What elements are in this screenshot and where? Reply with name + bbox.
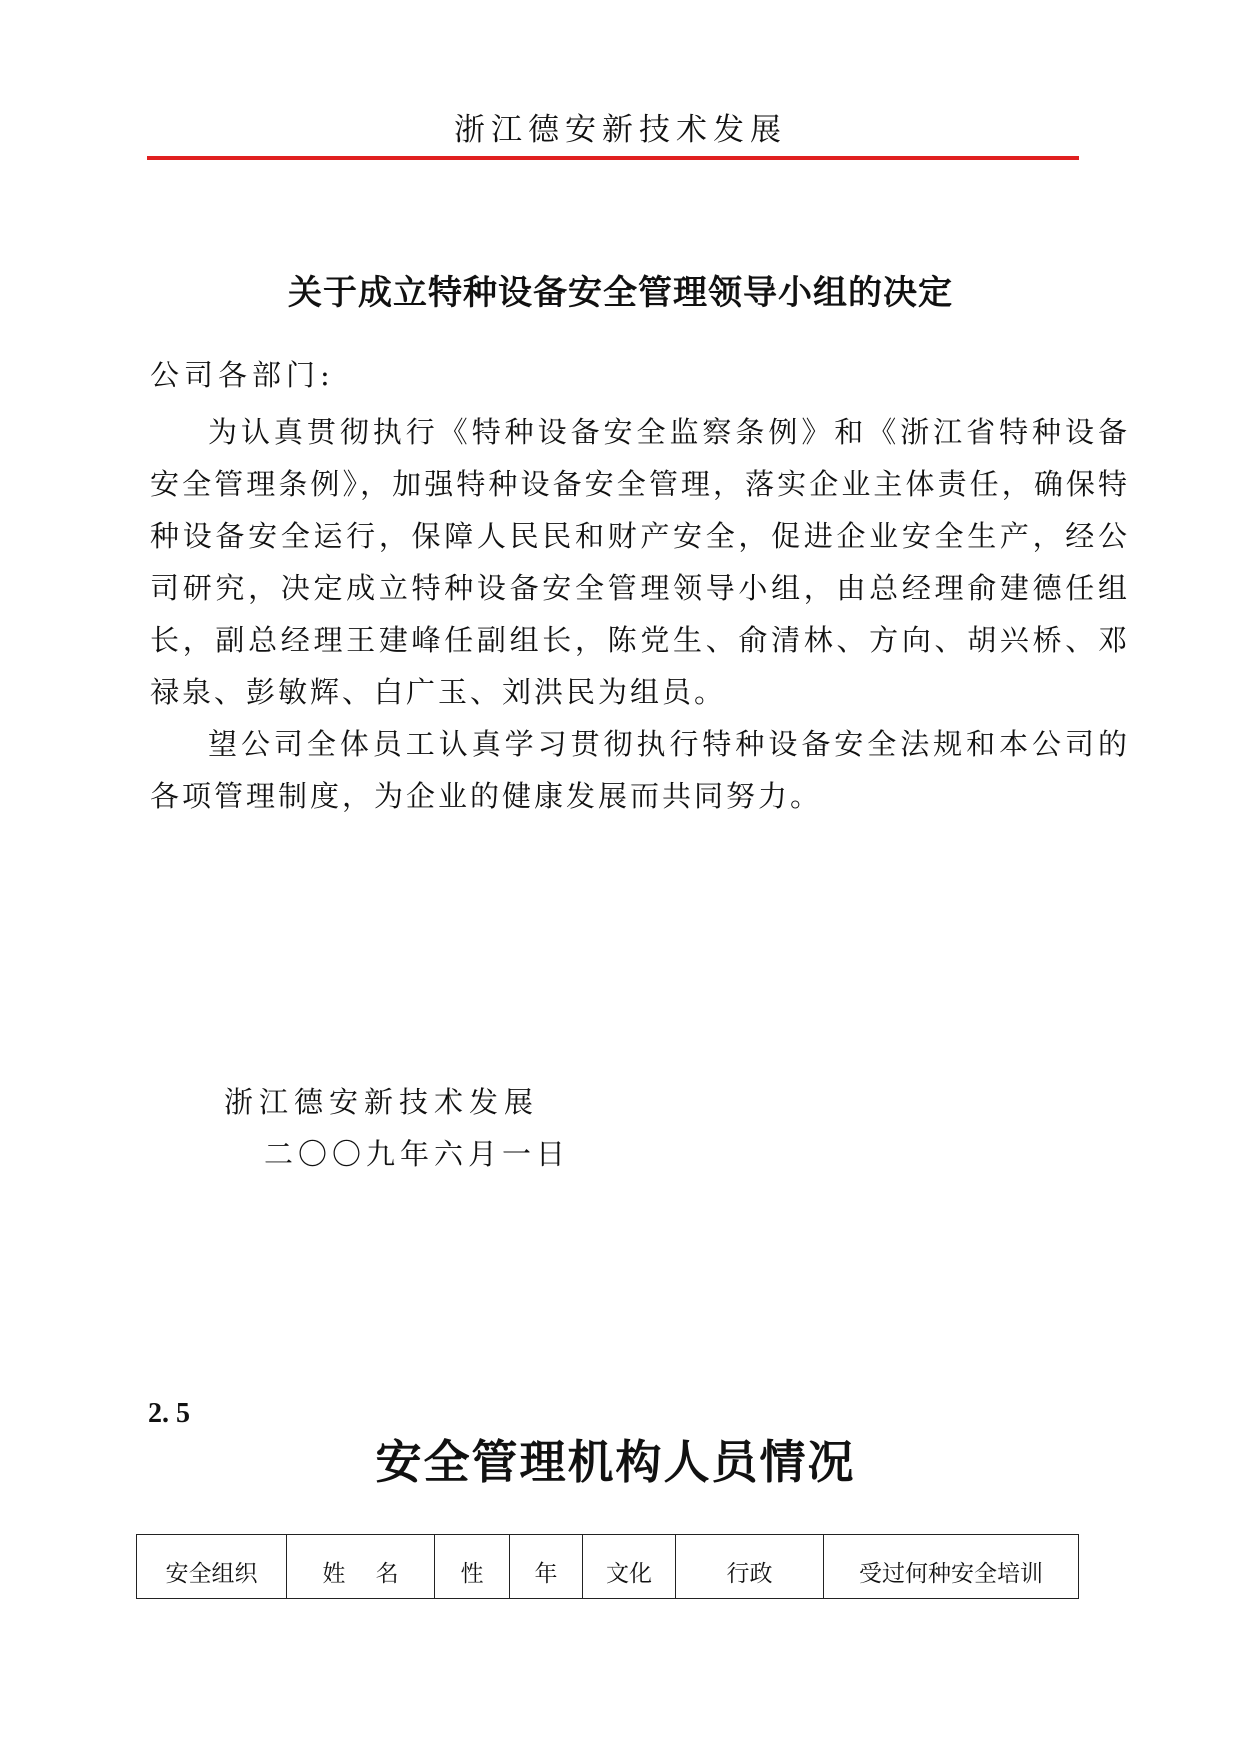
section-number: 2. 5	[148, 1398, 190, 1429]
signature-organization: 浙江德安新技术发展	[224, 1085, 540, 1119]
header-divider	[147, 156, 1079, 160]
table-header-cell: 行政	[676, 1535, 824, 1599]
table-header-cell: 性	[435, 1535, 510, 1599]
table-header-row	[137, 1535, 1079, 1599]
header-organization: 浙江德安新技术发展	[454, 112, 787, 148]
document-body	[150, 406, 1130, 822]
table-header-cell: 文化	[583, 1535, 676, 1599]
salutation: 公司各部门:	[150, 358, 335, 392]
signature-date: 二〇〇九年六月一日	[264, 1137, 571, 1171]
document-title: 关于成立特种设备安全管理领导小组的决定	[288, 273, 953, 313]
section-title: 安全管理机构人员情况	[375, 1435, 856, 1489]
body-paragraph: 为认真贯彻执行《特种设备安全监察条例》和《浙江省特种设备安全管理条例》，加强特种设备安全管理，落实企业主体责任，确保特种设备安全运行，保障人民民和财产安全，促进企业安全生产，经公司研究，决定成立特种设备安全管理领导小组，由总经理俞建德任组长，副总经理王建峰任副组长，陈党生、俞清林、方向、胡兴桥、邓禄泉、彭敏辉、白广玉、刘洪民为组员。	[150, 415, 1130, 709]
table-header-cell: 受过何种安全培训	[824, 1535, 1079, 1599]
table-header-cell: 安全组织	[137, 1535, 287, 1599]
table-header-cell: 姓 名	[287, 1535, 435, 1599]
staff-table	[136, 1534, 1079, 1599]
table-header-cell: 年	[510, 1535, 583, 1599]
body-paragraph: 望公司全体员工认真学习贯彻执行特种设备安全法规和本公司的各项管理制度，为企业的健康发展而共同努力。	[150, 727, 1130, 813]
